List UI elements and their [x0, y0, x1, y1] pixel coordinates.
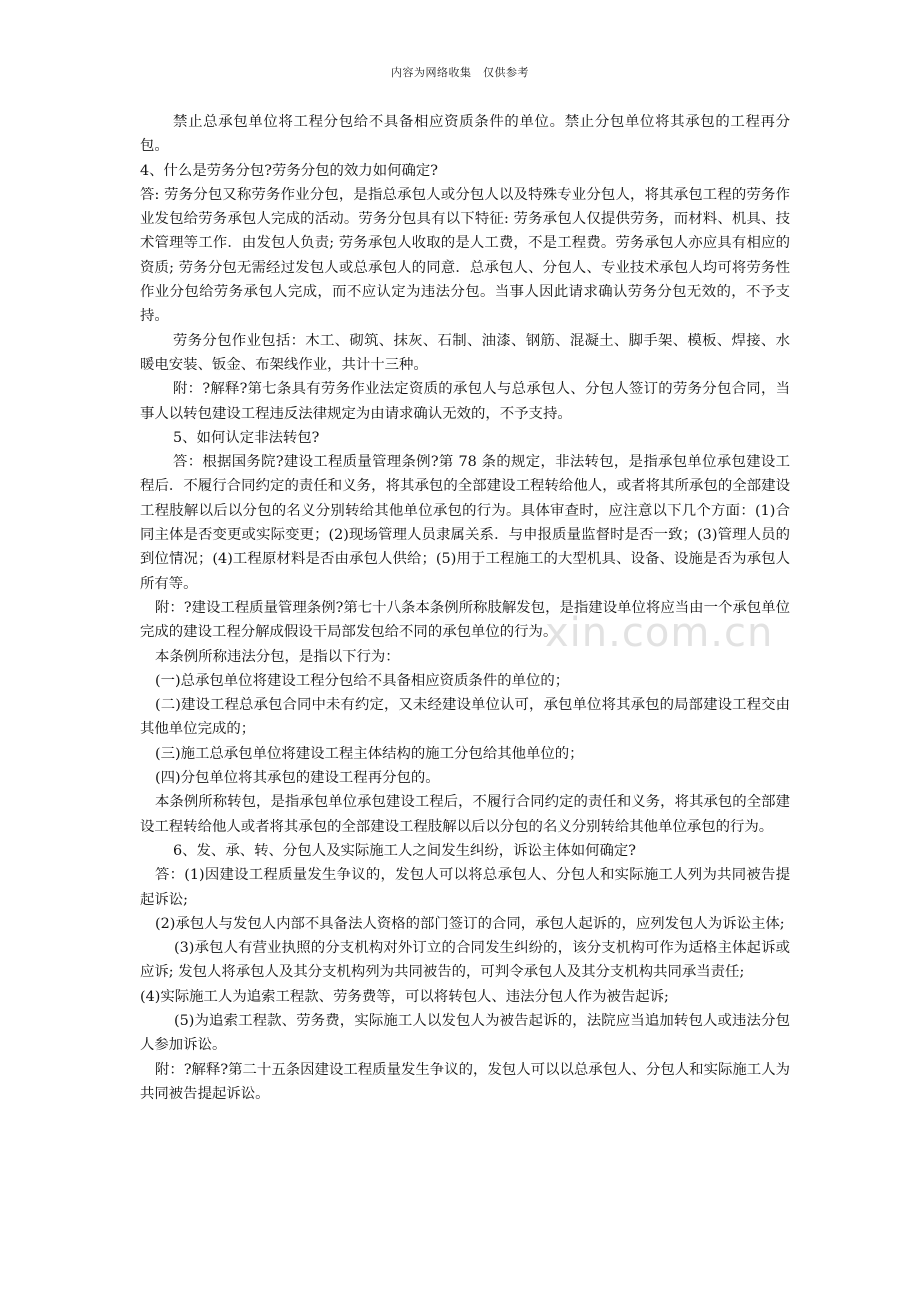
question-heading: 4、什么是劳务分包?劳务分包的效力如何确定? [140, 162, 439, 179]
list-item: (二)建设工程总承包合同中未有约定，又未经建设单位认可，承包单位将其承包的局部建设工程交由其他单位完成的； [140, 697, 790, 738]
answer-paragraph: 答：根据国务院?建设工程质量管理条例?第 78 条的规定，非法转包，是指承包单位承包建设工程后．不履行合同约定的责任和义务，将其承包的全部建设工程转给他人，或者将其所承包的全部建设工程肢解以后以分包的名义分别转给其他单位承包的行为。具体审查时，应注意以下几个方面：(1)合同主体是否变更或实际变更；(2)现场管理人员隶属关系．与申报质量监督时是否一致；(3)管理人员的到位情况；(4)工程原材料是否由承包人供给；(5)用于工程施工的大型机具、设备、设施是否为承包人所有等。 [140, 454, 790, 592]
list-item: (5)为追索工程款、劳务费，实际施工人以发包人为被告起诉的，法院应当追加转包人或违法分包人参加诉讼。 [140, 1012, 790, 1054]
paragraph: 禁止总承包单位将工程分包给不具备相应资质条件的单位。禁止分包单位将其承包的工程再分包。 [140, 114, 790, 155]
appendix-paragraph: 附：?解释?第七条具有劳务作业法定资质的承包人与总承包人、分包人签订的劳务分包合同，当事人以转包建设工程违反法律规定为由请求确认无效的，不予支持。 [140, 381, 790, 422]
list-item: (4)实际施工人为追索工程款、劳务费等，可以将转包人、违法分包人作为被告起诉; [140, 988, 669, 1005]
paragraph: 本条例所称转包，是指承包单位承包建设工程后，不履行合同约定的责任和义务，将其承包的全部建设工程转给他人或者将其承包的全部建设工程肢解以后以分包的名义分别转给其他单位承包的行为。 [140, 794, 790, 835]
list-item: (3)承包人有营业执照的分支机构对外订立的合同发生纠纷的，该分支机构可作为适格主体起诉或应诉; 发包人将承包人及其分支机构列为共同被告的，可判令承包人及其分支机构共同承当责任; [140, 940, 790, 981]
paragraph: 本条例所称违法分包，是指以下行为： [155, 648, 400, 665]
paragraph: 劳务分包作业包括：木工、砌筑、抹灰、石制、油漆、钢筋、混凝土、脚手架、模板、焊接、水暖电安装、钣金、布架线作业，共计十三种。 [140, 332, 790, 373]
question-heading: 6、发、承、转、分包人及实际施工人之间发生纠纷，诉讼主体如何确定? [173, 842, 636, 859]
answer-paragraph: 答: 劳务分包又称劳务作业分包，是指总承包人或分包人以及特殊专业分包人，将其承包工程的劳务作业发包给劳务承包人完成的活动。劳务分包具有以下特征: 劳务承包人仅提供劳务，而材料、机具、技术管理等工作．由发包人负责; 劳务承包人收取的是人工费，不是工程费。劳务承包人亦应具有相应的资质; 劳务分包无需经过发包人或总承包人的同意．总承包人、分包人、专业技术承包人均可将劳务性作业分包给劳务承包人完成，而不应认定为违法分包。当事人因此请求确认劳务分包无效的，不予支持。 [140, 186, 790, 325]
list-item: (四)分包单位将其承包的建设工程再分包的。 [155, 770, 440, 787]
list-item: (三)施工总承包单位将建设工程主体结构的施工分包给其他单位的； [155, 745, 584, 762]
appendix-paragraph: 附：?解释?第二十五条因建设工程质量发生争议的，发包人可以以总承包人、分包人和实际施工人为共同被告提起诉讼。 [140, 1061, 790, 1102]
answer-paragraph: 答：(1)因建设工程质量发生争议的，发包人可以将总承包人、分包人和实际施工人列为共同被告提起诉讼; [140, 867, 790, 908]
list-item: (一)总承包单位将建设工程分包给不具备相应资质条件的单位的； [155, 672, 570, 689]
document-body [140, 110, 790, 1106]
page-header: 内容为网络收集 仅供参考 [391, 66, 529, 79]
appendix-paragraph: 附：?建设工程质量管理条例?第七十八条本条例所称肢解发包，是指建设单位将应当由一个承包单位完成的建设工程分解成假设干局部发包给不同的承包单位的行为。 [140, 599, 790, 641]
list-item: (2)承包人与发包人内部不具备法人资格的部门签订的合同，承包人起诉的，应列发包人为诉讼主体; [155, 915, 785, 932]
watermark: xin.com.cn [545, 610, 774, 656]
question-heading: 5、如何认定非法转包? [173, 429, 320, 446]
